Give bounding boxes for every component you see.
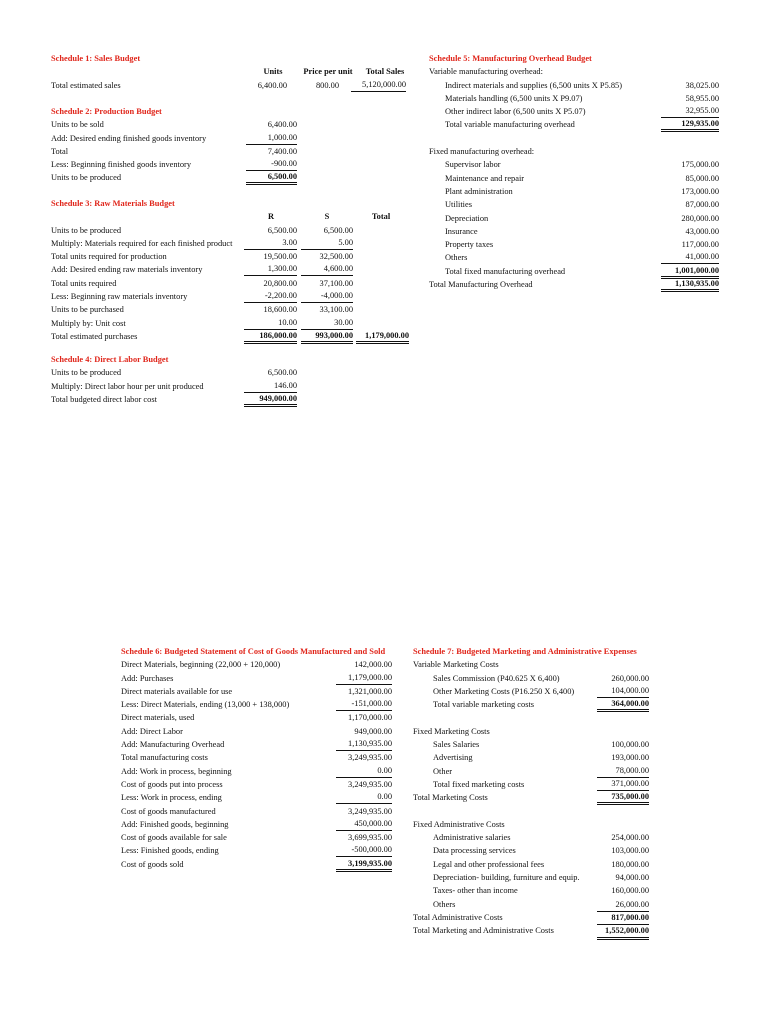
table-row (121, 658, 396, 671)
row-value: 129,935.00 (661, 118, 719, 132)
schedule-7-marketing-admin-expenses (413, 645, 649, 938)
row-label: Add: Finished goods, beginning (121, 819, 229, 829)
row-value: 260,000.00 (611, 673, 649, 683)
table-row (51, 237, 411, 250)
row-label: Units to be produced (51, 368, 122, 378)
row-label: Total fixed marketing costs (433, 779, 525, 789)
section-header: Fixed Marketing Costs (413, 726, 490, 736)
schedule-title: Schedule 7: Budgeted Marketing and Administrative Expenses (413, 647, 637, 656)
table-row (429, 118, 719, 131)
schedule-title: Schedule 4: Direct Labor Budget (51, 355, 169, 364)
row-label: Insurance (445, 226, 478, 236)
row-value: 85,000.00 (685, 173, 719, 183)
r-value: 19,500.00 (263, 252, 297, 262)
row-label: Supervisor labor (445, 160, 501, 170)
row-value: 254,000.00 (611, 833, 649, 843)
r-value: 18,600.00 (263, 305, 297, 315)
row-label: Taxes- other than income (433, 886, 518, 896)
table-row (51, 263, 411, 276)
s-value: 993,000.00 (301, 330, 353, 344)
row-label: Total Marketing Costs (413, 793, 488, 803)
total-sales-header: Total Sales (365, 67, 405, 77)
table-row (413, 844, 649, 857)
row-label: Less: Work in process, ending (121, 793, 222, 803)
row-label: Indirect materials and supplies (6,500 units X P5.85) (445, 80, 623, 90)
row-label: Total budgeted direct labor cost (51, 394, 157, 404)
s-header: S (324, 212, 330, 222)
table-row (121, 738, 396, 751)
row-label: Depreciation (445, 213, 489, 223)
row-label: Sales Commission (P40.625 X 6,400) (433, 673, 560, 683)
s-value: 6,500.00 (323, 225, 353, 235)
table-row (429, 238, 719, 251)
table-row (413, 738, 649, 751)
row-label: Total estimated purchases (51, 331, 138, 341)
table-row (413, 884, 649, 897)
row-value: 3,249,935.00 (348, 806, 392, 816)
row-value: 180,000.00 (611, 859, 649, 869)
row-label: Total variable manufacturing overhead (445, 120, 575, 130)
table-row (413, 698, 649, 711)
row-value: 193,000.00 (611, 753, 649, 763)
s-value: 33,100.00 (319, 305, 353, 315)
row-label: Total fixed manufacturing overhead (445, 266, 566, 276)
table-row (429, 212, 719, 225)
row-label: Units to be purchased (51, 305, 124, 315)
table-row (121, 805, 396, 818)
table-row (51, 250, 411, 263)
row-value: 78,000.00 (597, 765, 649, 778)
row-label: Sales Salaries (433, 740, 480, 750)
row-value: 371,000.00 (597, 778, 649, 791)
r-value: -2,200.00 (244, 290, 297, 303)
row-label: Total manufacturing costs (121, 753, 208, 763)
table-row (429, 251, 719, 264)
row-value: 43,000.00 (685, 226, 719, 236)
row-label: Others (433, 899, 456, 909)
s-value: 30.00 (301, 317, 353, 330)
schedule-title: Schedule 3: Raw Materials Budget (51, 199, 175, 208)
table-row (51, 317, 411, 330)
row-label: Total estimated sales (51, 80, 121, 90)
schedule-title: Schedule 6: Budgeted Statement of Cost of Goods Manufactured and Sold (121, 647, 386, 656)
row-value: 26,000.00 (615, 899, 649, 909)
s-value: -4,000.00 (301, 290, 353, 303)
table-row (413, 672, 649, 685)
row-value: 100,000.00 (611, 740, 649, 750)
row-label: Add: Desired ending finished goods inventory (51, 133, 207, 143)
row-label: Depreciation- building, furniture and equip. (433, 873, 580, 883)
row-value: 87,000.00 (685, 200, 719, 210)
row-value: 104,000.00 (597, 685, 649, 698)
row-label: Other Marketing Costs (P16.250 X 6,400) (433, 686, 575, 696)
row-value: 450,000.00 (336, 818, 392, 831)
table-row (121, 672, 396, 685)
row-label: Less: Beginning finished goods inventory (51, 160, 192, 170)
row-label: Multiply: Direct labor hour per unit produced (51, 381, 204, 391)
row-value: 7,400.00 (267, 146, 297, 156)
row-label: Cost of goods sold (121, 859, 184, 869)
row-label: Utilities (445, 200, 472, 210)
table-row (413, 831, 649, 844)
row-value: 3,249,935.00 (348, 753, 392, 763)
row-value: 0.00 (336, 791, 392, 804)
row-label: Multiply: Materials required for each finished product (51, 238, 233, 248)
table-row (413, 858, 649, 871)
row-value: 1,552,000.00 (597, 924, 649, 940)
row-value: 817,000.00 (597, 911, 649, 924)
table-row (121, 778, 396, 791)
table-row (121, 685, 396, 698)
schedule-3-raw-materials-budget (51, 197, 411, 343)
table-row (51, 303, 411, 316)
row-label: Cost of goods available for sale (121, 833, 227, 843)
row-label: Less: Finished goods, ending (121, 846, 219, 856)
row-label: Legal and other professional fees (433, 859, 545, 869)
total-sales-value: 5,120,000.00 (351, 79, 406, 92)
table-row (413, 898, 649, 911)
row-label: Total units required (51, 278, 117, 288)
table-row (51, 290, 411, 303)
row-label: Other indirect labor (6,500 units X P5.07) (445, 107, 586, 117)
row-label: Plant administration (445, 186, 513, 196)
row-label: Total Manufacturing Overhead (429, 280, 533, 290)
table-row (413, 765, 649, 778)
r-value: 1,300.00 (244, 263, 297, 276)
row-label: Data processing services (433, 846, 516, 856)
schedule-1-sales-budget (51, 52, 411, 92)
section-header: Variable manufacturing overhead: (429, 67, 543, 77)
row-value: 3,699,935.00 (348, 833, 392, 843)
table-row (413, 751, 649, 764)
row-value: 1,130,935.00 (661, 278, 719, 292)
row-value: 949,000.00 (244, 393, 297, 407)
r-value: 186,000.00 (244, 330, 297, 344)
schedule-5-manufacturing-overhead-budget (429, 52, 719, 291)
row-value: 58,955.00 (685, 93, 719, 103)
row-label: Add: Manufacturing Overhead (121, 740, 225, 750)
row-value: 949,000.00 (354, 726, 392, 736)
table-row (121, 818, 396, 831)
r-value: 10.00 (244, 317, 297, 330)
row-value: 160,000.00 (611, 886, 649, 896)
r-value: 20,800.00 (263, 278, 297, 288)
table-row (413, 685, 649, 698)
row-value: 3,199,935.00 (336, 858, 392, 872)
row-label: Add: Purchases (121, 673, 174, 683)
table-row (121, 844, 396, 857)
row-value: 6,500.00 (267, 368, 297, 378)
row-label: Total variable marketing costs (433, 700, 535, 710)
row-value: 1,321,000.00 (348, 686, 392, 696)
schedule-6-cost-of-goods-statement (121, 645, 396, 871)
row-label: Add: Direct Labor (121, 726, 183, 736)
row-label: Maintenance and repair (445, 173, 525, 183)
row-label: Property taxes (445, 240, 494, 250)
row-label: Units to be sold (51, 120, 104, 130)
units-header: Units (263, 67, 283, 77)
table-row (429, 79, 719, 92)
section-header: Fixed manufacturing overhead: (429, 147, 535, 157)
table-row (121, 791, 396, 804)
table-row (121, 765, 396, 778)
row-value: 1,170,000.00 (348, 713, 392, 723)
row-label: Total Marketing and Administrative Costs (413, 926, 554, 936)
row-label: Units to be produced (51, 225, 122, 235)
table-row (429, 172, 719, 185)
row-value: 41,000.00 (661, 251, 719, 264)
row-value: 1,000.00 (246, 132, 297, 145)
row-label: Materials handling (6,500 units X P9.07) (445, 93, 583, 103)
row-value: 94,000.00 (615, 873, 649, 883)
table-row (121, 698, 396, 711)
row-label: Direct Materials, beginning (22,000 + 120,000) (121, 660, 281, 670)
row-label: Direct materials available for use (121, 686, 233, 696)
row-label: Direct materials, used (121, 713, 195, 723)
row-label: Total (51, 146, 69, 156)
r-value: 6,500.00 (267, 225, 297, 235)
s-value: 4,600.00 (301, 263, 353, 276)
row-value: 735,000.00 (597, 791, 649, 805)
s-value: 5.00 (301, 237, 353, 250)
row-label: Add: Desired ending raw materials inventory (51, 265, 203, 275)
row-value: 38,025.00 (685, 80, 719, 90)
table-row (413, 778, 649, 791)
row-value: 1,001,000.00 (661, 265, 719, 279)
table-row (413, 871, 649, 884)
row-value: 0.00 (336, 765, 392, 778)
section-header: Variable Marketing Costs (413, 660, 499, 670)
row-label: Add: Work in process, beginning (121, 766, 232, 776)
table-row (429, 265, 719, 278)
row-value: 3,249,935.00 (348, 779, 392, 789)
table-row (429, 185, 719, 198)
table-row (429, 198, 719, 211)
table-row (121, 831, 396, 844)
row-value: 32,955.00 (661, 105, 719, 118)
row-value: 117,000.00 (681, 240, 719, 250)
schedule-4-direct-labor-budget (51, 353, 311, 406)
schedule-title: Schedule 5: Manufacturing Overhead Budget (429, 54, 592, 63)
row-value: 103,000.00 (611, 846, 649, 856)
table-row (51, 224, 411, 237)
row-label: Multiply by: Unit cost (51, 318, 126, 328)
s-value: 37,100.00 (319, 278, 353, 288)
table-row (121, 858, 396, 871)
table-row (51, 277, 411, 290)
units-value: 6,400.00 (257, 80, 287, 90)
table-row (429, 225, 719, 238)
table-row (429, 105, 719, 118)
r-header: R (267, 212, 275, 222)
total-header: Total (371, 212, 391, 222)
row-value: -500,000.00 (336, 844, 392, 857)
s-value: 32,500.00 (319, 252, 353, 262)
row-value: 364,000.00 (597, 698, 649, 712)
row-value: 175,000.00 (681, 160, 719, 170)
schedule-2-production-budget (51, 105, 311, 185)
row-value: 142,000.00 (354, 660, 392, 670)
schedule-title: Schedule 2: Production Budget (51, 107, 162, 116)
table-row (429, 158, 719, 171)
row-label: Less: Direct Materials, ending (13,000 + 138,000) (121, 700, 290, 710)
row-label: Units to be produced (51, 173, 122, 183)
table-row (121, 725, 396, 738)
row-label: Other (433, 766, 453, 776)
row-value: 1,130,935.00 (336, 738, 392, 751)
table-row (121, 711, 396, 724)
row-label: Less: Beginning raw materials inventory (51, 292, 188, 302)
row-value: 1,179,000.00 (336, 672, 392, 685)
row-label: Administrative salaries (433, 833, 511, 843)
section-header: Fixed Administrative Costs (413, 819, 505, 829)
row-label: Total Administrative Costs (413, 912, 503, 922)
price-header: Price per unit (303, 67, 353, 77)
row-value: 146.00 (244, 380, 297, 393)
schedule-title: Schedule 1: Sales Budget (51, 54, 141, 63)
total-value: 1,179,000.00 (356, 330, 409, 344)
row-value: 173,000.00 (681, 186, 719, 196)
row-label: Advertising (433, 753, 473, 763)
r-value: 3.00 (244, 237, 297, 250)
price-value: 800.00 (315, 80, 339, 90)
row-value: 280,000.00 (681, 213, 719, 223)
table-row (121, 751, 396, 764)
row-label: Total units required for production (51, 252, 167, 262)
row-value: 6,400.00 (267, 120, 297, 130)
row-value: -151,000.00 (336, 698, 392, 711)
table-row (429, 92, 719, 105)
row-label: Others (445, 253, 468, 263)
table-row (51, 330, 411, 343)
row-value: 6,500.00 (246, 171, 297, 185)
row-label: Cost of goods put into process (121, 779, 223, 789)
row-label: Cost of goods manufactured (121, 806, 216, 816)
row-value: -900.00 (246, 158, 297, 171)
